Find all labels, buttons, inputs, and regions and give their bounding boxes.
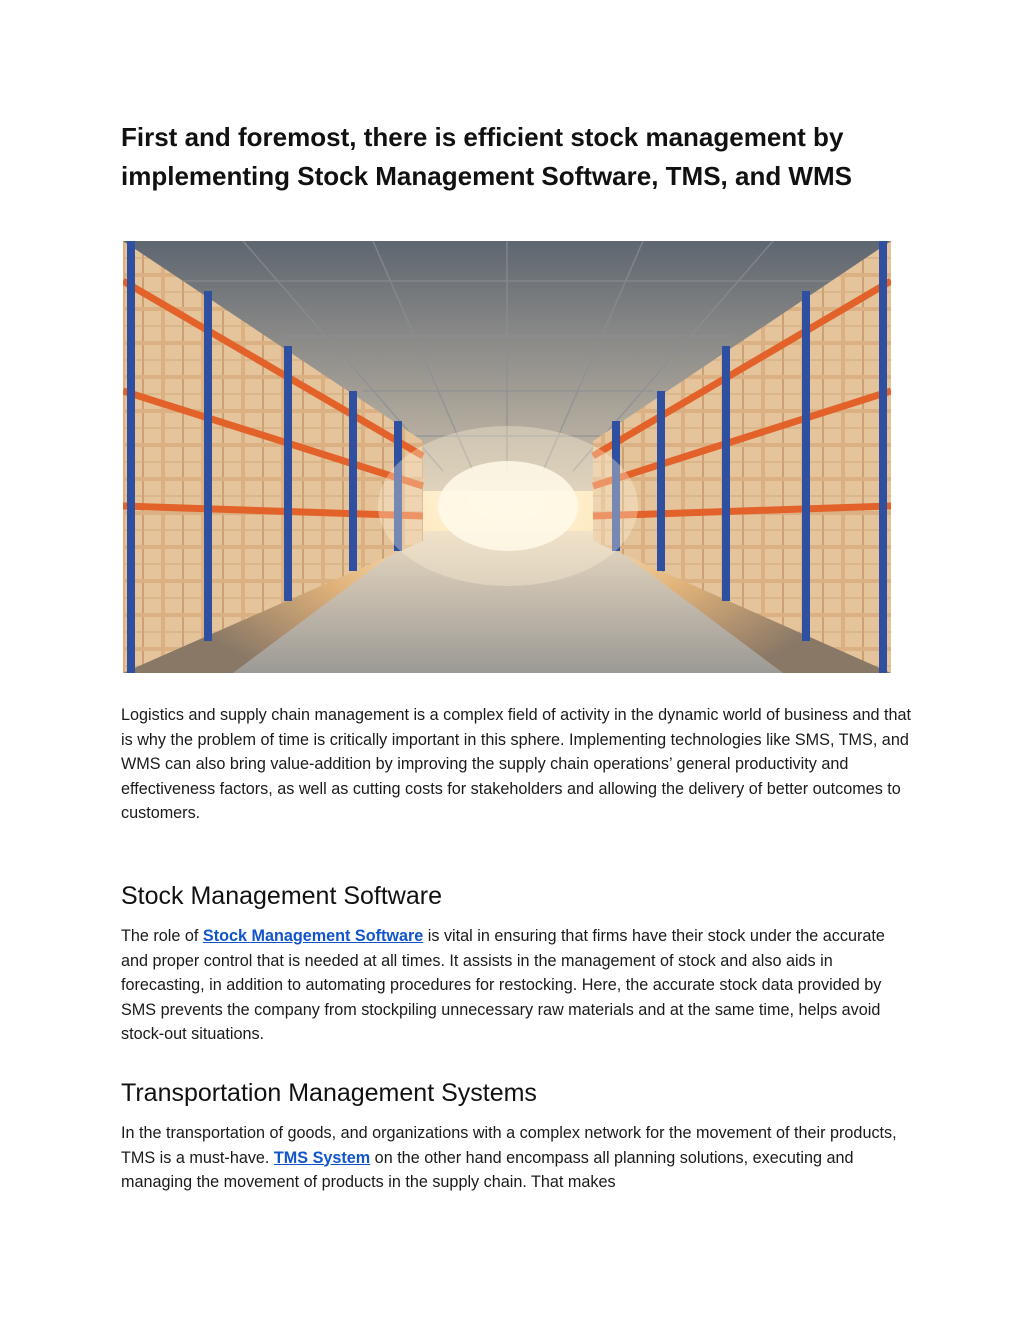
warehouse-image (123, 241, 891, 673)
intro-paragraph: Logistics and supply chain management is a complex field of activity in the dynamic world of business and that is why the problem of time is critically important in this sphere. Implementing technologies like SMS, TMS, and WMS can also bring value-addition by improving the supply chain operations’ general productivity and effectiveness factors, as well as cutting costs for stakeholders and allowing the delivery of better outcomes to customers. (121, 706, 912, 822)
tms-text-before-link: In the transportation of goods, and organizations with a complex network for the movement of their products, TMS is a must-have. (121, 1124, 897, 1167)
tms-system-link[interactable]: TMS System (273, 1148, 371, 1167)
heading-stock-management-software: Stock Management Software (121, 882, 442, 910)
tms-paragraph (121, 1121, 911, 1195)
sms-paragraph (121, 924, 911, 1047)
heading-transportation-management-systems: Transportation Management Systems (121, 1079, 537, 1107)
sms-text-after-link: is vital in ensuring that firms have their stock under the accurate and proper control that is needed at all times. It assists in the management of stock and also aids in forecasting, in addition to automating procedures for restocking. Here, the accurate stock data provided by SMS prevents the company from stockpiling unnecessary raw materials and at the same time, helps avoid stock-out situations. (121, 927, 885, 1043)
tms-text-after-link: on the other hand encompass all planning solutions, executing and managing the movement of products in the supply chain. That makes (121, 1148, 854, 1191)
article-title: First and foremost, there is efficient stock management by implementing Stock Management Software, TMS, and WMS (121, 122, 852, 191)
stock-management-software-link[interactable]: Stock Management Software (202, 927, 424, 945)
sms-text-before-link: The role of (121, 927, 203, 945)
